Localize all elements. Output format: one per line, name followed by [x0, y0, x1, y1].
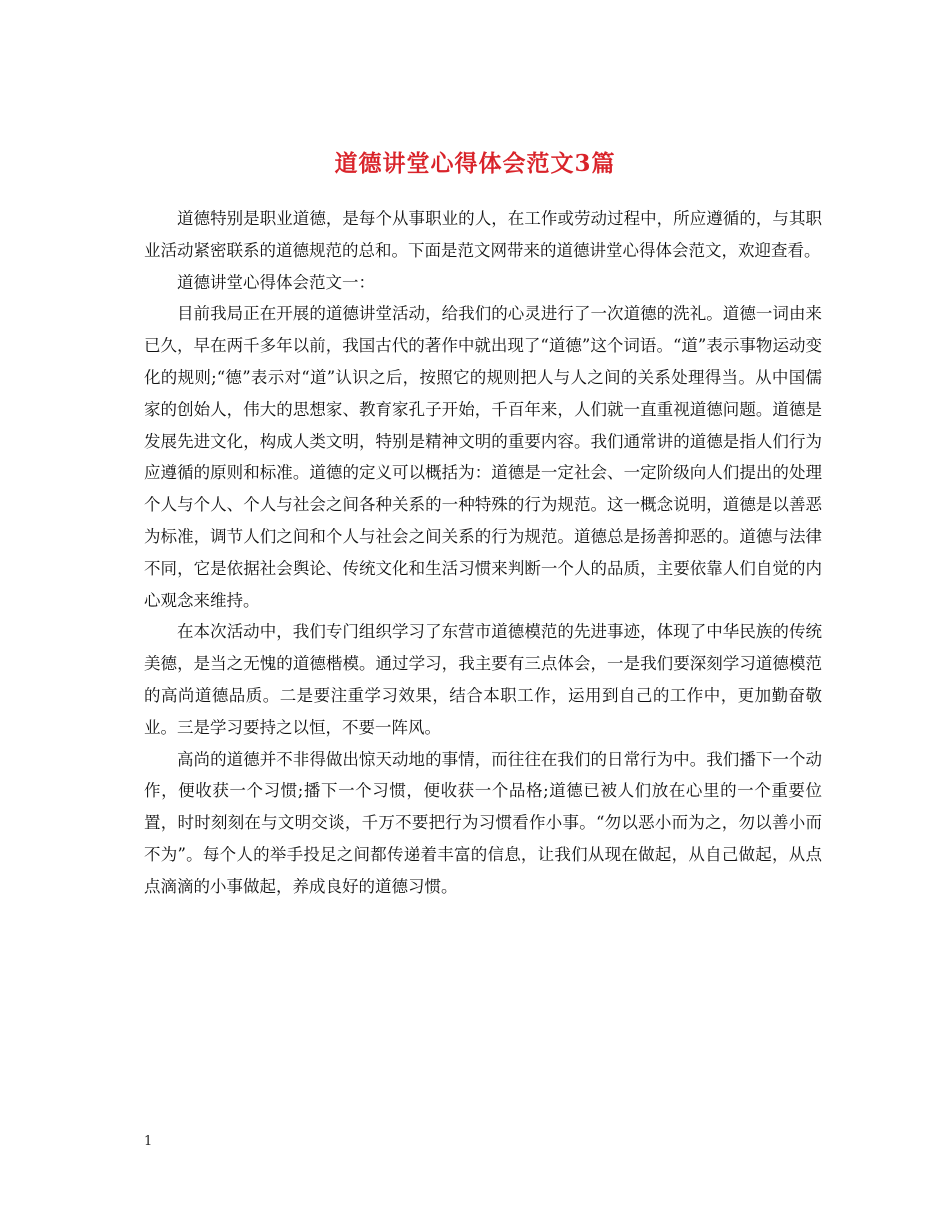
document-title: 道德讲堂心得体会范文3篇 — [334, 150, 616, 178]
document-body — [144, 203, 822, 903]
paragraph-daily-behavior: 高尚的道德并不非得做出惊天动地的事情，而往往在我们的日常行为中。我们播下一个动作，便收获一个习惯;播下一个习惯，便收获一个品格;道德已被人们放在心里的一个重要位置，时时刻刻在与文明交谈，千万不要把行为习惯看作小事。“勿以恶小而为之，勿以善小而不为”。每个人的举手投足之间都传递着丰富的信息，让我们从现在做起，从自己做起，从点点滴滴的小事做起，养成良好的道德习惯。 — [144, 749, 822, 896]
paragraph-morality-definition: 目前我局正在开展的道德讲堂活动，给我们的心灵进行了一次道德的洗礼。道德一词由来已久，早在两千多年以前，我国古代的著作中就出现了“道德”这个词语。“道”表示事物运动变化的规则;“德”表示对“道”认识之后，按照它的规则把人与人之间的关系处理得当。从中国儒家的创始人，伟大的思想家、教育家孔子开始，千百年来，人们就一直重视道德问题。道德是发展先进文化，构成人类文明，特别是精神文明的重要内容。我们通常讲的道德是指人们行为应遵循的原则和标准。道德的定义可以概括为：道德是一定社会、一定阶级向人们提出的处理个人与个人、个人与社会之间各种关系的一种特殊的行为规范。这一概念说明，道德是以善恶为标准，调节人们之间和个人与社会之间关系的行为规范。道德总是扬善抑恶的。道德与法律不同，它是依据社会舆论、传统文化和生活习惯来判断一个人的品质，主要依靠人们自觉的内心观念来维持。 — [144, 304, 822, 610]
paragraph-section-heading: 道德讲堂心得体会范文一： — [177, 272, 375, 292]
page-number: 1 — [144, 1134, 153, 1149]
paragraph-activity-reflection: 在本次活动中，我们专门组织学习了东营市道德模范的先进事迹，体现了中华民族的传统美德，是当之无愧的道德楷模。通过学习，我主要有三点体会，一是我们要深刻学习道德模范的高尚道德品质。二是要注重学习效果，结合本职工作，运用到自己的工作中，更加勤奋敬业。三是学习要持之以恒，不要一阵风。 — [144, 622, 822, 737]
paragraph-intro: 道德特别是职业道德，是每个从事职业的人，在工作或劳动过程中，所应遵循的，与其职业活动紧密联系的道德规范的总和。下面是范文网带来的道德讲堂心得体会范文，欢迎查看。 — [144, 209, 822, 260]
